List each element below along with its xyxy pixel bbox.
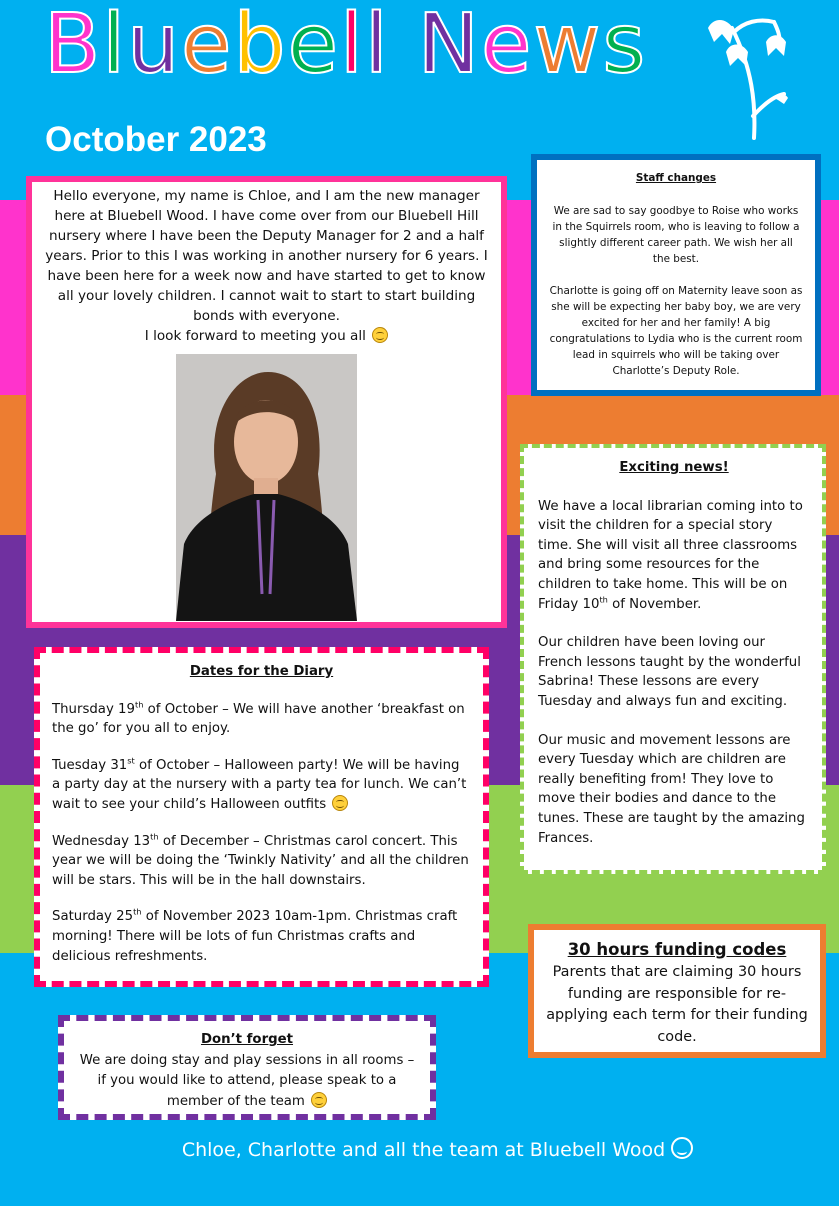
masthead-letter: w [533,0,603,92]
diary-text: of October – We will have another ‘breakfast on the go’ for you all to enjoy. [52,701,465,737]
staff-changes-title: Staff changes [635,172,717,184]
diary-text: Tuesday 31 [52,757,128,773]
masthead-title [44,0,648,92]
exciting-news-paragraph [538,497,810,615]
masthead-letter: u [127,0,182,92]
diary-entry [52,700,471,739]
masthead-letter: l [364,0,390,92]
masthead-letter: N [417,0,481,92]
diary-text: Thursday 19 [52,701,135,717]
exciting-news-text: We have a local librarian coming into to visit the children for a special story time. She will visit all three classrooms and bring some resources for the children to take home. This will be on Friday 10 [538,498,803,612]
diary-text: Saturday 25 [52,909,134,925]
exciting-news-text: of November. [607,596,702,612]
diary-text: of November 2023 10am-1pm. Christmas craft morning! There will be lots of fun Christmas crafts and delicious refreshments. [52,909,458,964]
dates-for-diary-box [34,647,489,987]
issue-date: October 2023 [45,120,267,159]
ordinal-suffix: th [599,594,608,605]
masthead-letter: e [181,0,234,92]
diary-entry [52,756,471,815]
ordinal-suffix: th [134,699,144,710]
smiley-icon [311,1092,327,1108]
dont-forget-text: We are doing stay and play sessions in all rooms – if you would like to attend, please speak to a member of the team [79,1052,415,1109]
exciting-news-paragraph: Our children have been loving our French lessons taught by the wonderful Sabrina! These lessons are every Tuesday and always fun and exciting. [538,635,801,709]
manager-intro-box [26,176,507,628]
staff-changes-paragraph: We are sad to say goodbye to Roise who works in the Squirrels room, who is leaving to follow a slightly different career path. We wish her all the best. [552,205,800,265]
masthead-letter: b [233,0,288,92]
staff-changes-paragraph: Charlotte is going off on Maternity leave soon as she will be expecting her baby boy, we are very excited for her and her family! A big congratulations to Lydia who is the current room lead in squirrels who will be taking over Charlotte’s Deputy Role. [549,285,803,377]
dont-forget-body [76,1051,418,1113]
funding-body: Parents that are claiming 30 hours funding are responsible for re-applying each term for their funding code. [546,964,808,1045]
intro-closing [44,326,489,346]
masthead-letter: e [287,0,341,92]
diary-entry [52,832,471,891]
diary-text: Wednesday 13 [52,833,151,849]
diary-title: Dates for the Diary [189,664,334,679]
ordinal-suffix: th [133,906,142,917]
dont-forget-title: Don’t forget [200,1032,294,1047]
signoff-text: Chloe, Charlotte and all the team at Bluebell Wood [181,1139,666,1161]
ordinal-suffix: th [150,831,159,842]
smiley-icon [372,327,388,343]
intro-closing-text: I look forward to meeting you all [144,328,366,344]
diary-text: of October – Halloween party! We will be having a party day at the nursery with a party tea for lunch. We can’t wait to see your child’s Halloween outfits [52,757,467,812]
manager-photo [176,354,357,621]
masthead-letter: l [102,0,128,92]
ordinal-suffix: st [127,755,135,766]
exciting-news-box [520,444,826,874]
diary-entry [52,907,471,966]
smiley-icon [671,1137,693,1159]
masthead-letter: B [44,0,103,92]
exciting-news-paragraph: Our music and movement lessons are every Tuesday which are children are really benefiting from! They love to move their bodies and dance to the tunes. These are taught by the amazing Frances. [538,732,805,846]
funding-title: 30 hours funding codes [567,940,787,959]
smiley-icon [332,795,348,811]
funding-codes-box [528,924,826,1058]
signoff [0,1137,839,1161]
diary-text: of December – Christmas carol concert. This year we will be doing the ‘Twinkly Nativity’ and all the children will be stars. This will be in the hall downstairs. [52,833,469,888]
staff-changes-box [531,154,821,396]
masthead-letter: s [602,0,648,92]
exciting-news-title: Exciting news! [619,460,729,475]
dont-forget-box [58,1015,436,1120]
bluebell-flower-icon [704,8,788,140]
masthead-letter: e [480,0,534,92]
masthead-letter: l [340,0,365,92]
intro-paragraph: Hello everyone, my name is Chloe, and I am the new manager here at Bluebell Wood. I have come over from our Bluebell Hill nursery where I have been the Deputy Manager for 2 and a half years. Prior to this I was working in another nursery for 6 years. I have been here for a week now and have started to get to know all your lovely children. I cannot wait to start to start building bonds with everyone. [45,188,488,324]
